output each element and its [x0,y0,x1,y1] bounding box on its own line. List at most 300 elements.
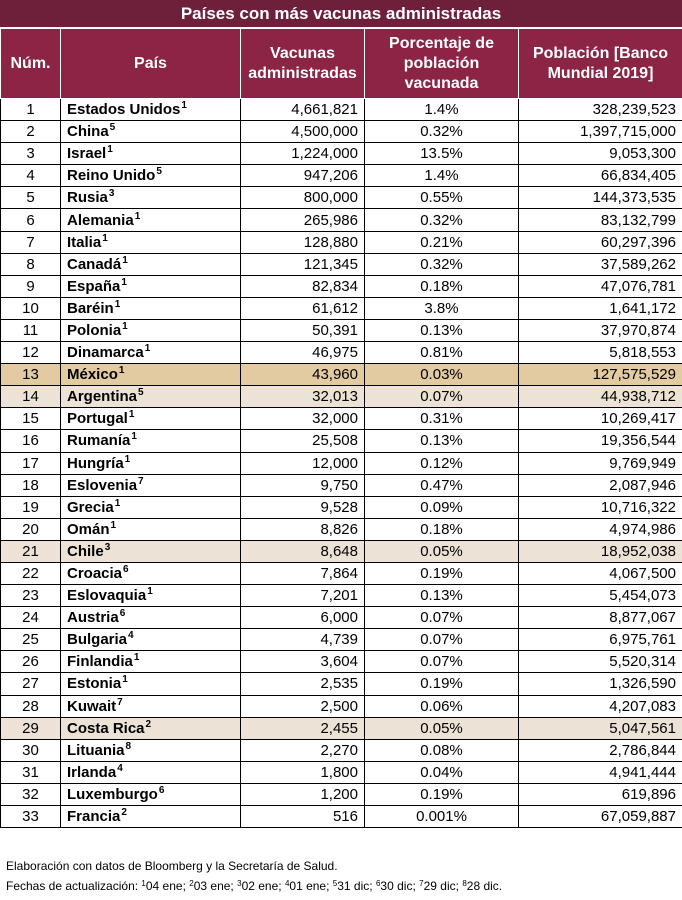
row-num: 8 [1,253,61,275]
row-country [61,165,241,187]
table-row [1,761,682,783]
row-country [61,297,241,319]
row-vaccines: 3,604 [241,651,365,673]
row-country [61,386,241,408]
country-name: Rusia [67,189,108,207]
row-population: 2,786,844 [519,739,682,761]
row-vaccines: 121,345 [241,253,365,275]
row-country [61,540,241,562]
country-name: Croacia [67,565,123,583]
row-num: 11 [1,319,61,341]
row-population: 37,589,262 [519,253,682,275]
header-population: Población [Banco Mundial 2019] [519,29,682,99]
country-name: Baréin [67,299,114,317]
country-name: México [67,366,118,384]
row-percent: 0.19% [365,783,519,805]
row-percent: 0.13% [365,319,519,341]
row-num: 14 [1,386,61,408]
row-num: 7 [1,231,61,253]
row-percent: 0.47% [365,474,519,496]
row-num: 6 [1,209,61,231]
table-row [1,209,682,231]
country-name: Estonia [67,675,122,693]
row-vaccines: 8,826 [241,518,365,540]
country-name: Costa Rica [67,719,145,737]
update-date-item [234,879,279,893]
country-footnote-mark: 2 [121,807,127,819]
table-row [1,165,682,187]
row-num: 9 [1,275,61,297]
country-footnote-mark: 1 [122,674,128,686]
update-date-text: 02 ene [241,879,279,893]
row-vaccines: 2,270 [241,739,365,761]
table-row [1,518,682,540]
row-num: 23 [1,585,61,607]
row-country [61,806,241,828]
table-row [1,673,682,695]
row-percent: 1.4% [365,165,519,187]
row-country [61,739,241,761]
update-date-mark: 6 [375,879,381,888]
row-vaccines: 2,500 [241,695,365,717]
country-footnote-mark: 1 [134,210,141,222]
table-row [1,99,682,121]
row-population: 9,053,300 [519,143,682,165]
row-num: 32 [1,783,61,805]
row-country [61,231,241,253]
table-row [1,496,682,518]
row-num: 1 [1,99,61,121]
table-row [1,121,682,143]
row-country [61,364,241,386]
row-vaccines: 1,200 [241,783,365,805]
row-population: 127,575,529 [519,364,682,386]
country-name: China [67,123,109,141]
country-footnote-mark: 1 [110,519,117,531]
table-row [1,319,682,341]
table-row [1,297,682,319]
row-population: 1,397,715,000 [519,121,682,143]
country-footnote-mark: 1 [107,144,113,156]
row-population: 44,938,712 [519,386,682,408]
row-percent: 0.07% [365,386,519,408]
update-date-text: 03 ene [193,879,231,893]
row-vaccines: 2,455 [241,717,365,739]
country-footnote-mark: 3 [104,541,111,553]
country-footnote-mark: 1 [124,453,131,465]
row-vaccines: 1,800 [241,761,365,783]
country-name: Grecia [67,498,114,516]
row-population: 66,834,405 [519,165,682,187]
row-country [61,408,241,430]
country-footnote-mark: 7 [138,475,144,487]
row-country [61,187,241,209]
header-vaccines: Vacunas administradas [241,29,365,99]
country-name: Dinamarca [67,344,144,362]
row-percent: 13.5% [365,143,519,165]
country-footnote-mark: 6 [158,784,165,796]
country-name: Chile [67,542,104,560]
update-date-text: 29 dic [423,879,456,893]
row-num: 21 [1,540,61,562]
row-vaccines: 32,013 [241,386,365,408]
row-num: 25 [1,629,61,651]
table-row [1,717,682,739]
table-row [1,474,682,496]
country-footnote-mark: 7 [117,696,123,708]
country-name: Portugal [67,410,128,428]
update-date-text: 28 dic [466,879,499,893]
table-body [1,99,682,828]
row-vaccines: 82,834 [241,275,365,297]
table-row [1,629,682,651]
row-country [61,209,241,231]
row-population: 5,454,073 [519,585,682,607]
country-name: Polonia [67,321,122,339]
row-vaccines: 265,986 [241,209,365,231]
table-row [1,386,682,408]
row-percent: 0.13% [365,430,519,452]
country-footnote-mark: 6 [123,564,129,576]
row-percent: 0.12% [365,452,519,474]
update-date-mark: 1 [141,879,146,888]
row-percent: 0.05% [365,540,519,562]
row-population: 10,716,322 [519,496,682,518]
country-name: Omán [67,520,110,538]
row-percent: 0.07% [365,607,519,629]
table-title: Países con más vacunas administradas [0,0,682,28]
row-vaccines: 4,500,000 [241,121,365,143]
table-row [1,739,682,761]
row-percent: 0.81% [365,342,519,364]
row-country [61,783,241,805]
country-footnote-mark: 1 [121,276,127,288]
row-percent: 0.08% [365,739,519,761]
country-footnote-mark: 1 [133,652,140,664]
country-name: Luxemburgo [67,785,158,803]
row-num: 2 [1,121,61,143]
country-footnote-mark: 2 [145,718,152,730]
row-vaccines: 7,201 [241,585,365,607]
row-country [61,717,241,739]
row-num: 17 [1,452,61,474]
country-name: Argentina [67,388,138,406]
country-name: Eslovaquia [67,587,147,605]
country-footnote-mark: 1 [122,254,128,266]
row-population: 60,297,396 [519,231,682,253]
country-name: Lituania [67,741,125,759]
country-footnote-mark: 5 [156,166,162,178]
update-dates [6,876,682,896]
row-country [61,342,241,364]
table-header [1,29,682,99]
country-name: Israel [67,145,107,163]
update-date-mark: 4 [284,879,290,888]
table-row [1,408,682,430]
table-row [1,585,682,607]
row-population: 5,520,314 [519,651,682,673]
row-country [61,319,241,341]
row-percent: 1.4% [365,99,519,121]
row-population: 10,269,417 [519,408,682,430]
header-country: País [61,29,241,99]
row-population: 8,877,067 [519,607,682,629]
table-row [1,143,682,165]
row-num: 4 [1,165,61,187]
row-num: 22 [1,562,61,584]
row-population: 5,818,553 [519,342,682,364]
row-vaccines: 128,880 [241,231,365,253]
row-country [61,651,241,673]
row-percent: 0.07% [365,629,519,651]
table-row [1,540,682,562]
row-population: 4,941,444 [519,761,682,783]
row-vaccines: 9,528 [241,496,365,518]
row-population: 328,239,523 [519,99,682,121]
row-population: 6,975,761 [519,629,682,651]
row-percent: 0.07% [365,651,519,673]
country-name: Francia [67,808,121,826]
row-country [61,562,241,584]
country-footnote-mark: 1 [114,497,121,509]
row-vaccines: 800,000 [241,187,365,209]
table-row [1,253,682,275]
update-date-item [329,879,369,893]
row-percent: 0.04% [365,761,519,783]
row-population: 37,970,874 [519,319,682,341]
row-percent: 0.18% [365,275,519,297]
update-dates-list: $^1$04 ene; $^2$03 ene; $^3$02 ene; $^4$01 ene; $^5$31 dic; $^6$30 dic; $^7$29 dic; $^8$28 dic. [141,879,503,893]
country-name: España [67,277,121,295]
row-vaccines: 61,612 [241,297,365,319]
update-date-text: 31 dic [337,879,370,893]
country-name: Reino Unido [67,167,156,185]
row-percent: 0.55% [365,187,519,209]
update-date-item [459,879,499,893]
row-num: 5 [1,187,61,209]
country-name: Hungría [67,454,124,472]
update-date-mark: 7 [419,879,424,888]
row-population: 47,076,781 [519,275,682,297]
table-row [1,187,682,209]
country-name: Irlanda [67,763,117,781]
row-percent: 0.19% [365,562,519,584]
source-note: Elaboración con datos de Bloomberg y la Secretaría de Salud. [6,859,338,873]
country-footnote-mark: 1 [181,100,187,112]
row-country [61,607,241,629]
row-num: 15 [1,408,61,430]
row-vaccines: 1,224,000 [241,143,365,165]
row-num: 28 [1,695,61,717]
country-footnote-mark: 4 [117,762,123,774]
row-vaccines: 7,864 [241,562,365,584]
row-percent: 0.31% [365,408,519,430]
update-date-mark: 5 [332,879,338,888]
row-num: 20 [1,518,61,540]
row-vaccines: 32,000 [241,408,365,430]
row-num: 10 [1,297,61,319]
update-date-mark: 2 [189,879,194,888]
table-row [1,695,682,717]
row-country [61,253,241,275]
row-vaccines: 43,960 [241,364,365,386]
table-row [1,275,682,297]
row-population: 1,641,172 [519,297,682,319]
country-footnote-mark: 1 [118,365,125,377]
row-vaccines: 2,535 [241,673,365,695]
row-population: 18,952,038 [519,540,682,562]
row-vaccines: 25,508 [241,430,365,452]
row-percent: 0.32% [365,209,519,231]
country-name: Finlandia [67,653,133,671]
row-percent: 0.13% [365,585,519,607]
row-vaccines: 4,661,821 [241,99,365,121]
update-date-text: 01 ene [289,879,327,893]
update-date-item [141,879,182,893]
table-row [1,231,682,253]
table-row [1,364,682,386]
update-date-text: 30 dic [380,879,413,893]
row-country [61,496,241,518]
row-population: 144,373,535 [519,187,682,209]
table-row [1,342,682,364]
row-num: 29 [1,717,61,739]
row-country [61,673,241,695]
country-name: Estados Unidos [67,101,181,119]
header-percent: Porcentaje de población vacunada [365,29,519,99]
table-row [1,806,682,828]
row-country [61,761,241,783]
table-row [1,651,682,673]
row-country [61,143,241,165]
country-name: Eslovenia [67,476,138,494]
update-date-text: 04 ene [145,879,183,893]
row-population: 2,087,946 [519,474,682,496]
row-country [61,430,241,452]
table-row [1,452,682,474]
row-population: 83,132,799 [519,209,682,231]
country-name: Canadá [67,255,122,273]
row-num: 26 [1,651,61,673]
table-row [1,607,682,629]
row-vaccines: 9,750 [241,474,365,496]
country-footnote-mark: 1 [128,409,135,421]
country-name: Italia [67,233,102,251]
update-date-item [416,879,456,893]
country-footnote-mark: 1 [114,298,121,310]
row-population: 19,356,544 [519,430,682,452]
row-vaccines: 46,975 [241,342,365,364]
row-population: 9,769,949 [519,452,682,474]
row-vaccines: 8,648 [241,540,365,562]
country-footnote-mark: 1 [144,343,151,355]
row-country [61,99,241,121]
row-population: 67,059,887 [519,806,682,828]
row-population: 1,326,590 [519,673,682,695]
row-population: 5,047,561 [519,717,682,739]
country-footnote-mark: 4 [128,630,134,642]
update-date-item [373,879,413,893]
row-num: 16 [1,430,61,452]
country-footnote-mark: 1 [131,431,137,443]
country-name: Kuwait [67,697,117,715]
row-vaccines: 4,739 [241,629,365,651]
row-num: 33 [1,806,61,828]
row-country [61,518,241,540]
country-name: Rumanía [67,432,131,450]
footnotes [0,856,682,900]
row-num: 12 [1,342,61,364]
row-num: 30 [1,739,61,761]
row-percent: 0.18% [365,518,519,540]
row-population: 4,207,083 [519,695,682,717]
row-percent: 0.09% [365,496,519,518]
row-country [61,629,241,651]
country-name: Alemania [67,211,134,229]
row-vaccines: 6,000 [241,607,365,629]
row-country [61,452,241,474]
table-row [1,783,682,805]
row-country [61,585,241,607]
country-footnote-mark: 1 [122,320,128,332]
row-country [61,474,241,496]
table-row [1,562,682,584]
country-footnote-mark: 5 [138,387,144,399]
row-vaccines: 947,206 [241,165,365,187]
row-country [61,275,241,297]
row-percent: 0.03% [365,364,519,386]
row-vaccines: 516 [241,806,365,828]
row-vaccines: 50,391 [241,319,365,341]
country-name: Bulgaria [67,631,128,649]
country-footnote-mark: 6 [119,608,126,620]
country-name: Austria [67,609,119,627]
row-population: 4,974,986 [519,518,682,540]
row-vaccines: 12,000 [241,452,365,474]
update-date-mark: 8 [462,879,467,888]
update-dates-label: Fechas de actualización: [6,879,139,893]
row-num: 13 [1,364,61,386]
row-percent: 0.001% [365,806,519,828]
row-population: 619,896 [519,783,682,805]
country-footnote-mark: 1 [102,232,108,244]
row-percent: 3.8% [365,297,519,319]
row-percent: 0.21% [365,231,519,253]
row-percent: 0.32% [365,253,519,275]
row-population: 4,067,500 [519,562,682,584]
country-footnote-mark: 1 [147,586,153,598]
update-date-mark: 3 [237,879,242,888]
row-num: 31 [1,761,61,783]
update-date-item [186,879,231,893]
vaccines-table [0,28,682,828]
country-footnote-mark: 3 [108,188,115,200]
country-footnote-mark: 8 [125,740,132,752]
row-num: 19 [1,496,61,518]
row-num: 24 [1,607,61,629]
update-date-item [282,879,327,893]
header-num: Núm. [1,29,61,99]
row-num: 3 [1,143,61,165]
row-percent: 0.05% [365,717,519,739]
row-percent: 0.19% [365,673,519,695]
country-footnote-mark: 5 [109,122,116,134]
table-row [1,430,682,452]
row-percent: 0.32% [365,121,519,143]
row-percent: 0.06% [365,695,519,717]
row-num: 27 [1,673,61,695]
row-country [61,121,241,143]
